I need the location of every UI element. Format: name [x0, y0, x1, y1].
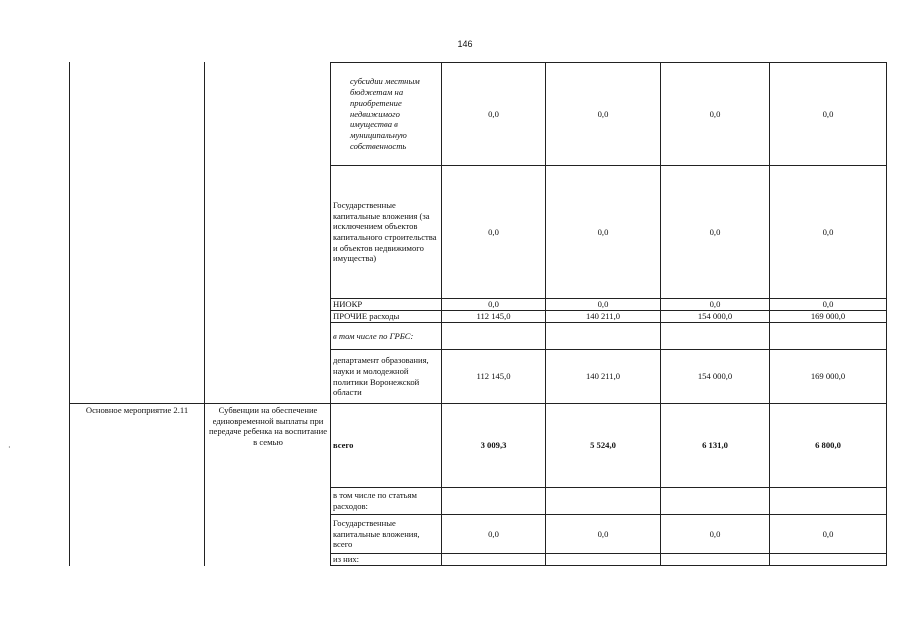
value-cell	[661, 323, 770, 350]
value-cell: 6 131,0	[661, 404, 770, 488]
row-label: из них:	[331, 554, 442, 566]
row-label: Государственные капитальные вложения, всего	[331, 515, 442, 554]
value-cell	[546, 323, 661, 350]
table-row	[331, 515, 887, 554]
value-cell: 0,0	[546, 166, 661, 299]
value-cell: 3 009,3	[442, 404, 546, 488]
value-cell: 0,0	[442, 166, 546, 299]
value-cell: 0,0	[770, 63, 887, 166]
row-label: всего	[331, 404, 442, 488]
value-cell	[442, 554, 546, 566]
column-border-left	[69, 62, 70, 566]
value-cell	[442, 488, 546, 515]
row-label: субсидии местным бюджетам на приобретение недвижимого имущества в муниципальную собственность	[331, 63, 442, 166]
value-cell: 154 000,0	[661, 311, 770, 323]
row-label: департамент образования, науки и молодежной политики Воронежской области	[331, 350, 442, 404]
value-cell: 0,0	[546, 515, 661, 554]
value-cell: 140 211,0	[546, 350, 661, 404]
value-cell: 0,0	[442, 63, 546, 166]
value-cell: 0,0	[661, 63, 770, 166]
value-cell: 0,0	[546, 299, 661, 311]
row-label: ПРОЧИЕ расходы	[331, 311, 442, 323]
column-border-mid	[204, 62, 205, 566]
value-cell: 112 145,0	[442, 311, 546, 323]
value-cell: 154 000,0	[661, 350, 770, 404]
table-row	[331, 166, 887, 299]
value-cell	[546, 554, 661, 566]
value-cell: 0,0	[661, 299, 770, 311]
value-cell	[770, 554, 887, 566]
value-cell: 0,0	[546, 63, 661, 166]
value-cell: 0,0	[442, 299, 546, 311]
row-label: Государственные капитальные вложения (за исключением объектов капитального строительства и объектов недвижимого имущества)	[331, 166, 442, 299]
value-cell	[770, 488, 887, 515]
value-cell: 0,0	[661, 515, 770, 554]
row-label: НИОКР	[331, 299, 442, 311]
table-row	[331, 311, 887, 323]
event-name: Основное мероприятие 2.11	[85, 405, 189, 415]
value-cell: 0,0	[442, 515, 546, 554]
row-label: в том числе по статьям расходов:	[331, 488, 442, 515]
value-cell	[442, 323, 546, 350]
value-cell	[546, 488, 661, 515]
table-row	[331, 404, 887, 488]
value-cell: 140 211,0	[546, 311, 661, 323]
value-cell	[770, 323, 887, 350]
value-cell: 0,0	[770, 299, 887, 311]
value-cell: 112 145,0	[442, 350, 546, 404]
table-row	[331, 299, 887, 311]
value-cell	[661, 488, 770, 515]
table-row	[331, 63, 887, 166]
table-row	[331, 488, 887, 515]
value-cell: 6 800,0	[770, 404, 887, 488]
table-row	[331, 323, 887, 350]
page-number: 146	[457, 39, 473, 49]
margin-mark: ·	[8, 443, 11, 452]
table-row	[331, 554, 887, 566]
value-cell: 5 524,0	[546, 404, 661, 488]
table-row	[331, 350, 887, 404]
value-cell: 169 000,0	[770, 311, 887, 323]
row-border-event	[69, 403, 331, 404]
event-description: Субвенции на обеспечение единовременной выплаты при передаче ребенка на воспитание в семью	[208, 405, 328, 448]
value-cell: 0,0	[661, 166, 770, 299]
value-cell: 169 000,0	[770, 350, 887, 404]
value-cell: 0,0	[770, 166, 887, 299]
value-cell	[661, 554, 770, 566]
value-cell: 0,0	[770, 515, 887, 554]
row-label: в том числе по ГРБС:	[331, 323, 442, 350]
expenses-table	[330, 62, 887, 566]
